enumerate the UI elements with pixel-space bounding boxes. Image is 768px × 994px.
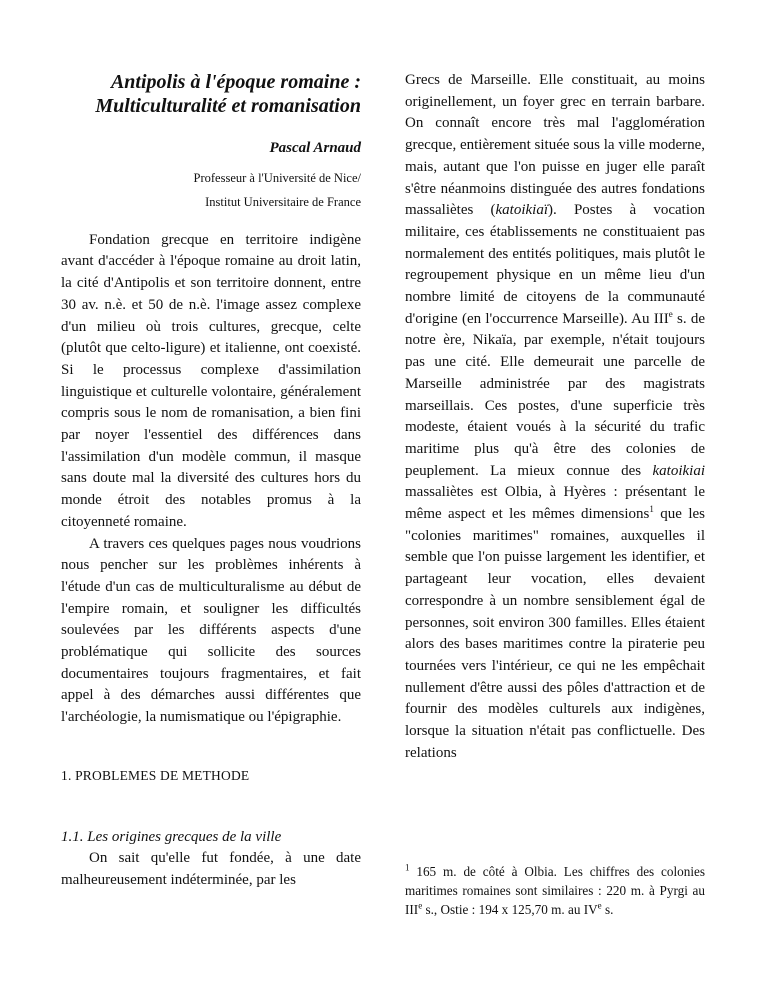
paragraph-origins: On sait qu'elle fut fondée, à une date malheureusement indéterminée, par les bbox=[61, 850, 361, 888]
paragraph-intro: Fondation grecque en territoire indigène avant d'accéder à l'époque romaine au droit latin, la cité d'Antipolis et son territoire donnent, entre 30 av. n.è. et 50 de n.è. l'image assez complexe d'un milieu où trois cultures, grecque, celte (plutôt que celto-ligure) et italienne, ont coexisté. Si le processus complexe d'assimilation linguistique et culturelle volontaire, généralement compris sous le nom de romanisation, a bien fini par noyer l'essentiel des différences dans l'assimilation d'un modèle commun, il masque sans doute mal la diversité des cultures hors du monde étroit des notables promus à la citoyenneté romaine. bbox=[61, 231, 361, 530]
subsection-heading: 1.1. Les origines grecques de la ville bbox=[61, 828, 282, 845]
affiliation-line-2: Institut Universitaire de France bbox=[205, 194, 361, 209]
footnote-text: s. bbox=[601, 902, 614, 917]
footnote bbox=[405, 862, 705, 919]
text-run: massaliètes est Olbia, à Hyères : présentant le même aspect et les mêmes dimensions bbox=[405, 484, 705, 523]
right-column bbox=[405, 70, 705, 765]
author-name: Pascal Arnaud bbox=[269, 140, 361, 156]
text-run: que les "colonies maritimes" romaines, auxquelles il semble que l'on puisse largement les identifier, et partageant leur vocation, elles devaient correspondre à un nombre sensiblement égal de personnes, soit environ 300 familles. Elles étaient alors des bases maritimes contre la piraterie peu tournées vers l'intérieur, ce qui ne les empêchait nullement d'être aussi des pôles d'attraction et de fournir des modèles culturels aux indigènes, lorsque la situation n'était pas conflictuelle. Des relations bbox=[405, 506, 705, 761]
article-title: Antipolis à l'époque romaine : Multiculturalité et romanisation bbox=[95, 71, 361, 117]
paragraph-continuation bbox=[405, 70, 705, 765]
footnote-text: 165 m. de côté à Olbia. Les chiffres des colonies maritimes romaines sont similaires : 220 m. à Pyrgi au III bbox=[405, 864, 705, 917]
left-column bbox=[61, 70, 361, 892]
italic-term: katoikiai bbox=[652, 462, 705, 479]
footnote-text: s., Ostie : 194 x 125,70 m. au IV bbox=[422, 902, 598, 917]
footnote-number: 1 bbox=[405, 862, 410, 873]
superscript: e bbox=[668, 308, 673, 319]
affiliation-line-1: Professeur à l'Université de Nice/ bbox=[193, 170, 361, 185]
superscript: e bbox=[418, 900, 423, 911]
paragraph-approach: A travers ces quelques pages nous voudrions nous pencher sur les problèmes inhérents à l'étude d'un cas de multiculturalisme au début de l'empire romain, et souligner les difficultés soulevées par les différents aspects d'une problématique qui sollicite des sources documentaires toujours fragmentaires, et fait appel à des démarches aussi différentes que l'archéologie, la numismatique ou l'épigraphie. bbox=[61, 535, 361, 726]
superscript: e bbox=[597, 900, 602, 911]
text-run: Grecs de Marseille. Elle constituait, au moins originellement, un foyer grec en terrain barbare. On connaît encore très mal l'agglomération grecque, entièrement située sous la ville moderne, mais, autant que l'on puisse en juger elle paraît s'être néanmoins distinguée des autres fondations massaliètes ( bbox=[405, 72, 705, 219]
section-heading: 1. PROBLEMES DE METHODE bbox=[61, 767, 250, 783]
footnote-reference[interactable]: 1 bbox=[649, 504, 654, 515]
italic-term: katoikiaï bbox=[495, 202, 549, 219]
text-run: ). Postes à vocation militaire, ces établissements ne constituaient pas normalement des entités politiques, mais plutôt le regroupement physique en un même lieu d'un nombre limité de citoyens de la communauté d'origine (en l'occurrence Marseille). Au III bbox=[405, 202, 705, 327]
text-run: s. de notre ère, Nikaïa, par exemple, n'était toujours pas une cité. Elle demeurait une parcelle de Marseille administrée par des magistrats marseillais. Ces postes, d'une superficie très modeste, étaient voués à la sécurité du trafic maritime plus qu'à être des colonies de peuplement. La mieux connue des bbox=[405, 310, 705, 479]
